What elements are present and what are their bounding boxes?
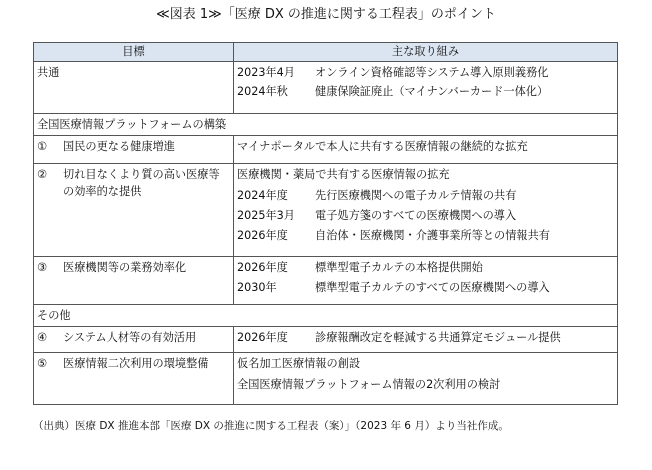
figure-title: ≪図表 1≫「医療 DX の推進に関する工程表」のポイント <box>156 7 496 22</box>
item-desc: 先行医療機関への電子カルテ情報の共有 <box>315 189 517 202</box>
initiative-text: マイナポータルで本人に共有する医療情報の継続的な拡充 <box>237 140 528 153</box>
item-date: 2023年4月 <box>237 66 295 79</box>
item-desc: 標準型電子カルテのすべての医療機関への導入 <box>315 281 550 294</box>
initiative-cell <box>234 164 618 257</box>
item-date: 2026年度 <box>237 261 288 274</box>
item-date: 2026年度 <box>237 229 288 242</box>
goal-row-2 <box>34 164 618 257</box>
item-desc: 自治体・医療機関・介護事業所等との情報共有 <box>315 229 550 242</box>
goal-label: 医療情報二次利用の環境整備 <box>63 357 209 370</box>
roadmap-table <box>33 42 618 405</box>
common-item <box>237 83 614 100</box>
item-date: 2030年 <box>237 281 277 294</box>
item-date: 2024年度 <box>237 189 288 202</box>
common-initiatives <box>234 62 618 114</box>
goal-number: ② <box>37 168 48 181</box>
initiative-item <box>237 279 614 296</box>
goal-row-5 <box>34 353 618 405</box>
initiative-item <box>237 329 614 346</box>
initiative-text: 医療機関・薬局で共有する医療情報の拡充 <box>237 168 450 181</box>
initiative-cell <box>234 353 618 405</box>
goal-label: 国民の更なる健康増進 <box>63 140 175 153</box>
goal-row-4 <box>34 327 618 353</box>
source-note: （出典）医療 DX 推進本部「医療 DX の推進に関する工程表（案）」（2023 年 6 月）より当社作成。 <box>33 420 509 432</box>
section-other: その他 <box>34 305 618 327</box>
initiative-item <box>237 227 614 244</box>
goal-label: システム人材等の有効活用 <box>63 331 197 344</box>
common-row <box>34 62 618 114</box>
item-desc: 標準型電子カルテの本格提供開始 <box>315 261 483 274</box>
goal-number: ④ <box>37 331 48 344</box>
goal-number: ① <box>37 140 48 153</box>
section-row <box>34 305 618 327</box>
item-desc: 診療報酬改定を軽減する共通算定モジュール提供 <box>315 331 561 344</box>
goal-cell <box>34 136 234 164</box>
header-row <box>34 43 618 62</box>
initiative-text: 全国医療情報プラットフォーム情報の2次利用の検討 <box>237 378 501 391</box>
initiative-cell <box>234 327 618 353</box>
common-item <box>237 64 614 81</box>
goal-label: 医療機関等の業務効率化 <box>63 261 187 274</box>
section-row <box>34 114 618 136</box>
item-desc: 電子処方箋のすべての医療機関への導入 <box>315 209 517 222</box>
common-goal <box>34 62 234 114</box>
initiative-cell <box>234 257 618 305</box>
goal-number: ⑤ <box>37 357 48 370</box>
item-date: 2024年秋 <box>237 85 288 98</box>
goal-row-1 <box>34 136 618 164</box>
item-date: 2025年3月 <box>237 209 295 222</box>
goal-number: ③ <box>37 261 48 274</box>
initiative-item <box>237 207 614 224</box>
initiative-item <box>237 259 614 276</box>
header-goal: 目標 <box>34 43 234 62</box>
initiative-text: 仮名加工医療情報の創設 <box>237 357 361 370</box>
common-label: 共通 <box>37 66 60 79</box>
goal-row-3 <box>34 257 618 305</box>
item-desc: オンライン資格確認等システム導入原則義務化 <box>315 66 549 79</box>
initiative-cell <box>234 136 618 164</box>
goal-cell <box>34 257 234 305</box>
item-desc: 健康保険証廃止（マイナンバーカード一体化） <box>315 85 549 98</box>
header-initiatives: 主な取り組み <box>234 43 618 62</box>
goal-cell <box>34 327 234 353</box>
section-platform: 全国医療情報プラットフォームの構築 <box>34 114 618 136</box>
item-date: 2026年度 <box>237 331 288 344</box>
goal-cell <box>34 164 234 257</box>
initiative-item <box>237 187 614 204</box>
goal-label: 切れ目なくより質の高い医療等の効率的な提供 <box>63 168 220 198</box>
goal-cell <box>34 353 234 405</box>
